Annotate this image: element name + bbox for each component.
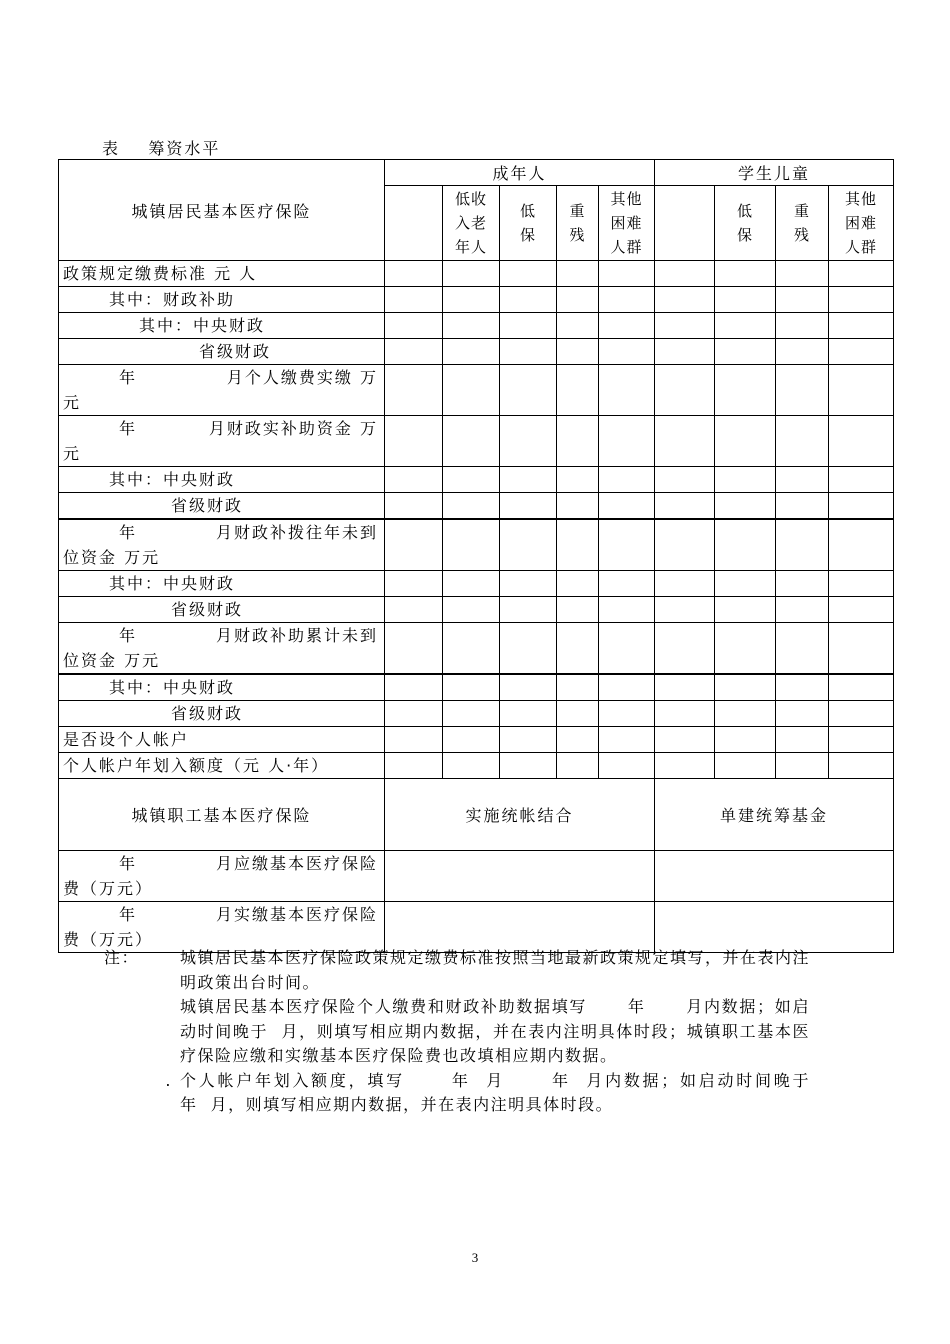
subcol-child-dibao: 低 保 xyxy=(715,186,776,261)
notes-section xyxy=(104,946,850,1118)
employee-insurance-header: 城镇职工基本医疗保险 xyxy=(59,779,385,851)
page-number: 3 xyxy=(471,1250,479,1265)
resident-insurance-header: 城镇居民基本医疗保险 xyxy=(59,160,385,261)
row-label: 其中：中央财政 xyxy=(59,674,385,701)
row-label: 省级财政 xyxy=(59,701,385,727)
subcol-adult-disabled: 重 残 xyxy=(557,186,599,261)
child-group-header: 学生儿童 xyxy=(655,160,894,186)
row-label: 省级财政 xyxy=(59,597,385,623)
row-label-two-line: 年 月财政补助累计未到 位资金 万元 xyxy=(59,623,385,675)
subcol-child-disabled: 重 残 xyxy=(776,186,829,261)
table-title: 表 筹资水平 xyxy=(102,139,221,158)
row-label: 省级财政 xyxy=(59,339,385,365)
funding-level-table xyxy=(58,159,894,953)
note-3-marker: . xyxy=(165,1070,172,1090)
adult-group-header: 成年人 xyxy=(385,160,655,186)
row-label: 政策规定缴费标准 元 人 xyxy=(59,261,385,287)
notes-label: 注： xyxy=(104,948,140,967)
subcol-low-income-elderly: 低收 入老 年人 xyxy=(443,186,500,261)
note-2: 城镇居民基本医疗保险个人缴费和财政补助数据填写 年 月内数据；如启动时间晚于 月，则填写相应期内数据，并在表内注明具体时段；城镇职工基本医疗保险应缴和实缴基本医疗保险费也改填相应期内数据。 xyxy=(180,997,810,1065)
note-3: 个人帐户年划入额度，填写 年 月 年 月内数据；如启动时间晚于 年 月，则填写相应期内数据，并在表内注明具体时段。 xyxy=(180,1070,850,1114)
row-label: 个人帐户年划入额度（元 人·年） xyxy=(59,753,385,779)
row-label: 其中：中央财政 xyxy=(59,467,385,493)
row-label-two-line: 年 月财政实补助资金 万 元 xyxy=(59,416,385,467)
subcol-adult-other: 其他 困难 人群 xyxy=(599,186,655,261)
row-label-two-line: 年 月应缴基本医疗保险 费（万元） xyxy=(59,851,385,902)
note-1: 城镇居民基本医疗保险政策规定缴费标准按照当地最新政策规定填写，并在表内注明政策出台时间。 xyxy=(180,948,811,992)
row-label: 其中：财政补助 xyxy=(59,287,385,313)
row-label-two-line: 年 月财政补拨往年未到 位资金 万元 xyxy=(59,519,385,571)
row-label-two-line: 年 月实缴基本医疗保险 费（万元） xyxy=(59,902,385,953)
row-label: 是否设个人帐户 xyxy=(59,727,385,753)
subcol-child-other: 其他 困难 人群 xyxy=(829,186,894,261)
employee-col-combined: 实施统帐结合 xyxy=(385,779,655,851)
row-label: 省级财政 xyxy=(59,493,385,520)
subcol-adult-dibao: 低 保 xyxy=(500,186,557,261)
employee-col-pooled: 单建统筹基金 xyxy=(655,779,894,851)
row-label: 其中：中央财政 xyxy=(59,313,385,339)
row-label-two-line: 年 月个人缴费实缴 万 元 xyxy=(59,365,385,416)
row-label: 其中：中央财政 xyxy=(59,571,385,597)
